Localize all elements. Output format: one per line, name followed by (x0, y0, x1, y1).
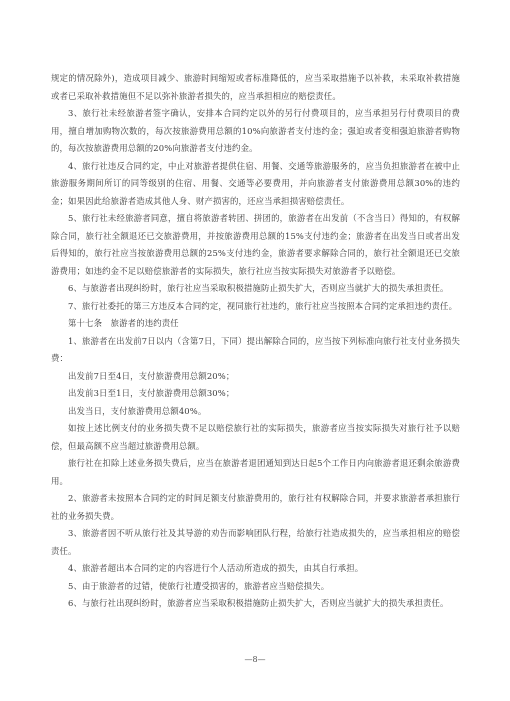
paragraph-clause-4: 4、旅行社违反合同约定，中止对旅游者提供住宿、用餐、交通等旅游服务的，应当负担旅游者在被中止旅游服务期间所订的同等级别的住宿、用餐、交通等必要费用，并向旅游者支付旅游费用总额30%的违约金；如果因此给旅游者造成其他人身、财产损害的，还应当承担损害赔偿责任。 (51, 160, 460, 206)
paragraph-continuation: 规定的情况除外)，造成项目减少、旅游时间缩短或者标准降低的，应当采取措施予以补救，未采取补救措施或者已采取补救措施但不足以弥补旅游者损失的，应当承担相应的赔偿责任。 (51, 73, 460, 101)
paragraph-tourist-2: 2、旅游者未按照本合同约定的时间足额支付旅游费用的，旅行社有权解除合同，并要求旅游者承担旅行社的业务损失费。 (51, 493, 460, 521)
paragraph-compensation: 如按上述比例支付的业务损失费不足以赔偿旅行社的实际损失，旅游者应当按实际损失对旅行社予以赔偿，但最高额不应当超过旅游费用总额。 (51, 423, 460, 451)
paragraph-clause-7: 7、旅行社委托的第三方违反本合同约定，视同旅行社违约，旅行社应当按照本合同约定承担违约责任。 (68, 300, 458, 311)
fee-item-7-4-days: 出发前7日至4日，支付旅游费用总额20%； (68, 370, 235, 381)
paragraph-refund: 旅行社在扣除上述业务损失费后，应当在旅游者退团通知到达日起5个工作日内向旅游者退还剩余旅游费用。 (51, 458, 460, 486)
article-17-heading: 第十七条 旅游者的违约责任 (68, 318, 179, 328)
paragraph-tourist-3: 3、旅游者因不听从旅行社及其导游的劝告而影响团队行程，给旅行社造成损失的，应当承担相应的赔偿责任。 (51, 528, 460, 556)
paragraph-clause-3: 3、旅行社未经旅游者签字确认，安排本合同约定以外的另行付费项目的，应当承担另行付费项目的费用，擅自增加购物次数的，每次按旅游费用总额的10%向旅游者支付违约金；强迫或者变相强迫旅游者购物的，每次按旅游费用总额的20%向旅游者支付违约金。 (51, 108, 460, 153)
page-number: —8— (244, 655, 266, 664)
paragraph-tourist-1: 1、旅游者在出发前7日以内（含第7日，下同）提出解除合同的，应当按下列标准向旅行社支付业务损失费： (51, 335, 460, 363)
paragraph-clause-6: 6、与旅游者出现纠纷时，旅行社应当采取积极措施防止损失扩大，否则应当就扩大的损失承担责任。 (68, 283, 449, 293)
paragraph-tourist-5: 5、由于旅游者的过错，使旅行社遭受损害的，旅游者应当赔偿损失。 (68, 580, 330, 591)
fee-item-3-1-days: 出发前3日至1日，支付旅游费用总额30%； (68, 388, 235, 398)
paragraph-tourist-4: 4、旅游者超出本合同约定的内容进行个人活动所造成的损失，由其自行承担。 (68, 563, 364, 573)
fee-item-same-day: 出发当日，支付旅游费用总额40%。 (68, 405, 207, 416)
paragraph-tourist-6: 6、与旅行社出现纠纷时，旅游者应当采取积极措施防止损失扩大，否则应当就扩大的损失承担责任。 (68, 598, 449, 608)
paragraph-clause-5: 5、旅行社未经旅游者同意，擅自将旅游者转团、拼团的，旅游者在出发前（不含当日）得知的，有权解除合同，旅行社全额退还已交旅游费用，并按旅游费用总额的15%支付违约金；旅游者在出发当日或者出发后得知的，旅行社应当按旅游费用总额的25%支付违约金，旅游者要求解除合同的，旅行社全额退还已交旅游费用；如违约金不足以赔偿旅游者的实际损失，旅行社应当按实际损失对旅游者予以赔偿。 (51, 213, 460, 276)
